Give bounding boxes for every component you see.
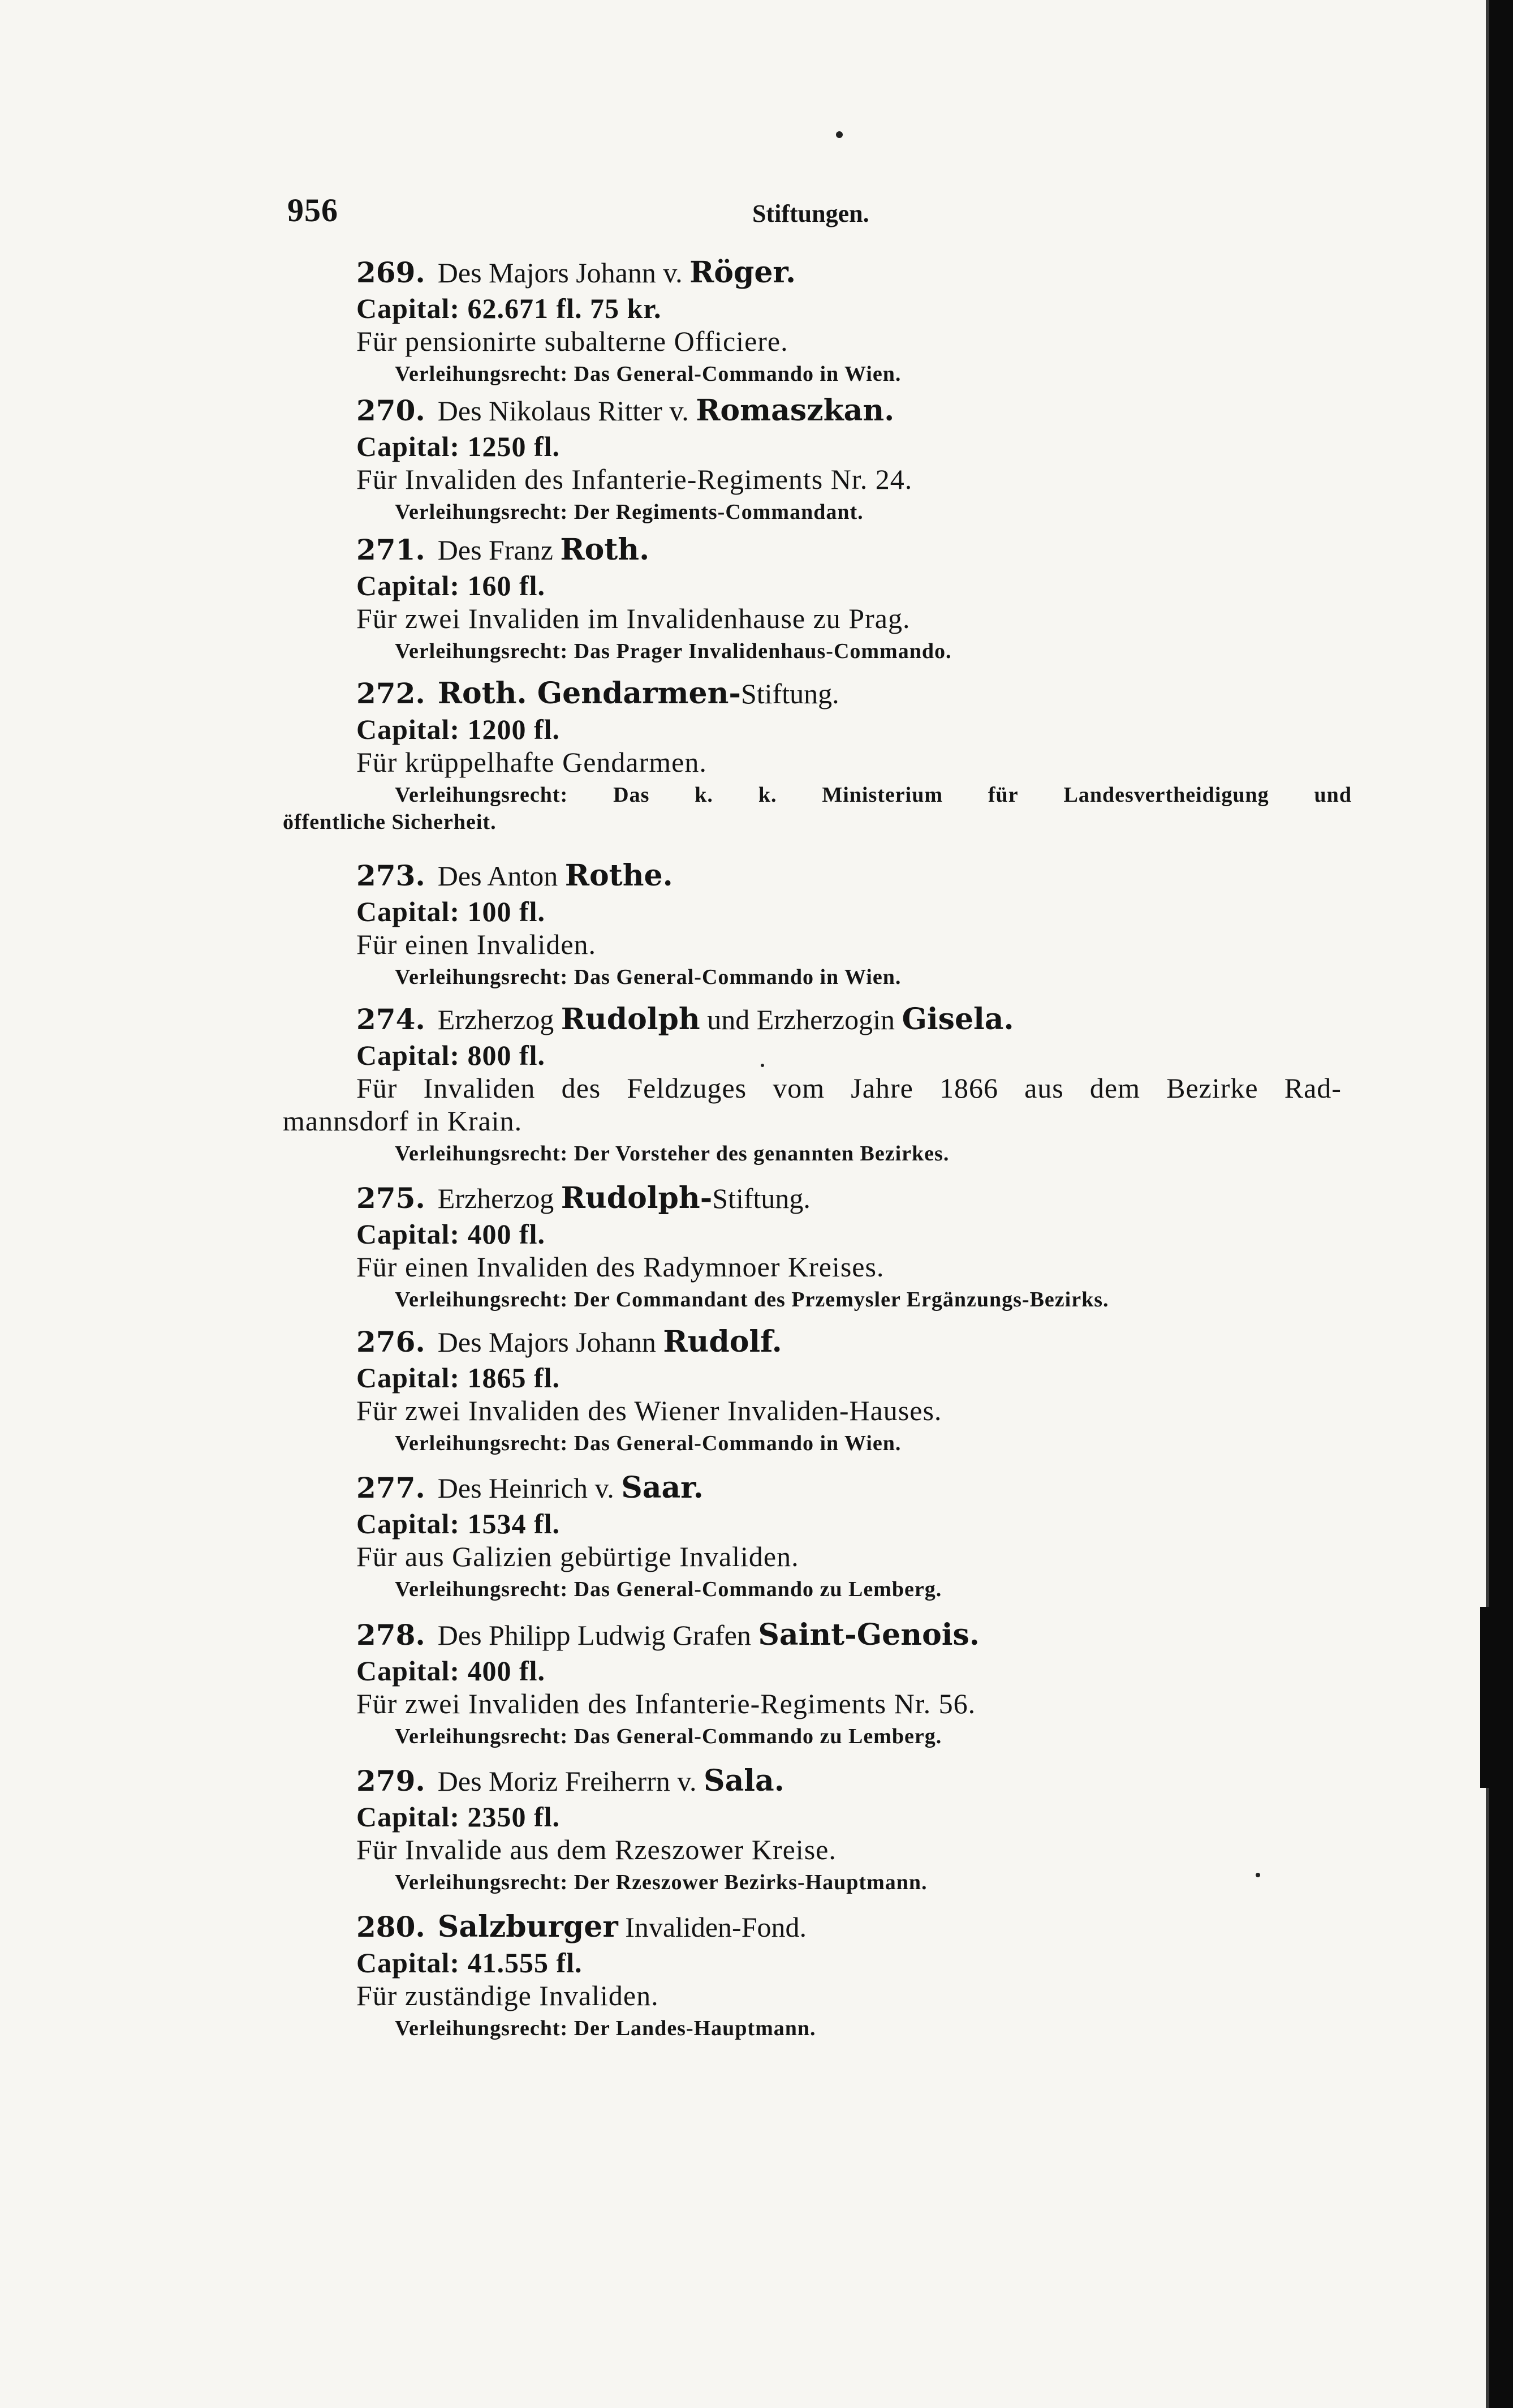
entry-name: Saint-Genois. (758, 1618, 980, 1652)
entry-title-text: Des Heinrich v. (437, 1472, 614, 1504)
entry-title-text: Des Philipp Ludwig Grafen (437, 1619, 751, 1651)
entry-name-second: Gisela. (902, 1002, 1014, 1037)
entry-title (356, 1766, 1352, 1803)
award-right-label: Verleihungsrecht: (395, 1725, 568, 1748)
entry-capital: Capital: 1250 fl. (356, 431, 561, 462)
entry-name: Salzburger (437, 1910, 618, 1944)
entry-capital: Capital: 800 fl. (356, 1039, 546, 1071)
award-right-label: Verleihungsrecht: (395, 1431, 568, 1455)
entry-number: 271. (356, 533, 425, 566)
entry-name: Rudolf. (663, 1325, 782, 1359)
scan-page-edge (1489, 0, 1513, 2408)
foundation-entry-277 (356, 1470, 1352, 1601)
award-right-word: k. (695, 783, 713, 807)
purpose-word: 1866 (939, 1072, 998, 1104)
entry-capital: Capital: 41.555 fl. (356, 1947, 583, 1979)
purpose-word: Bezirke (1166, 1072, 1258, 1104)
entry-title (356, 1327, 1352, 1364)
foundation-entry-274 (283, 1002, 1352, 1166)
award-right-continuation: öffentliche Sicherheit. (283, 810, 497, 834)
entry-title-text: Des Franz (437, 534, 553, 566)
entry-capital: Capital: 1534 fl. (356, 1508, 561, 1540)
award-right-label: Verleihungsrecht: (395, 1288, 568, 1312)
purpose-word: dem (1089, 1072, 1140, 1104)
entry-number: 270. (356, 394, 425, 427)
award-right-word: Ministerium (822, 783, 943, 807)
entry-name: Rothe. (564, 858, 673, 893)
award-right-holder: Das Prager Invalidenhaus-Commando. (574, 639, 952, 663)
award-right-label: Verleihungsrecht: (395, 2016, 568, 2040)
entry-capital: Capital: 1865 fl. (356, 1362, 561, 1394)
entry-capital: Capital: 160 fl. (356, 570, 546, 601)
award-right-label: Verleihungsrecht: (395, 1142, 568, 1166)
entry-award-right (395, 966, 1352, 988)
entry-purpose: Für zuständige Invaliden. (356, 1980, 659, 2011)
entry-title (356, 532, 1352, 571)
award-right-holder: Das General-Commando in Wien. (574, 965, 902, 989)
purpose-word: Jahre (851, 1072, 913, 1104)
award-right-label: Verleihungsrecht: (395, 783, 568, 807)
purpose-word: vom (773, 1072, 825, 1104)
entry-number: 275. (356, 1181, 425, 1215)
foundation-entry-272 (283, 676, 1352, 834)
entry-title (356, 1912, 1352, 1949)
entry-award-right (395, 1143, 1352, 1164)
award-right-holder: Das General-Commando zu Lemberg. (574, 1725, 942, 1748)
foundation-entry-271 (356, 532, 1352, 663)
entry-number: 276. (356, 1325, 425, 1358)
foundation-entry-275 (356, 1181, 1352, 1312)
award-right-label: Verleihungsrecht: (395, 362, 568, 386)
entry-award-right (395, 784, 1352, 806)
entry-number: 277. (356, 1471, 425, 1504)
entry-purpose: Für einen Invaliden. (356, 928, 597, 960)
entry-capital: Capital: 100 fl. (356, 896, 546, 927)
entry-title-suffix: Invaliden-Fond. (625, 1911, 807, 1943)
entry-name: Röger. (689, 255, 796, 290)
entry-title-text: Des Nikolaus Ritter v. (437, 395, 689, 427)
entry-number: 278. (356, 1618, 425, 1652)
award-right-word: Landesvertheidigung (1063, 783, 1269, 807)
award-right-holder: Das General-Commando in Wien. (574, 362, 902, 386)
entry-purpose: Für pensionirte subalterne Officiere. (356, 325, 788, 357)
foundation-entry-273 (356, 858, 1352, 989)
entry-name: Rudolph- (561, 1181, 713, 1215)
entry-purpose: Für Invaliden des Infanterie-Regiments Nr. 24. (356, 463, 913, 495)
award-right-holder: Der Regiments-Commandant. (574, 500, 864, 524)
entry-name: Saar. (621, 1470, 704, 1505)
purpose-word: des (561, 1072, 601, 1104)
award-right-word: und (1314, 783, 1352, 807)
award-right-word: für (988, 783, 1019, 807)
foundation-entry-279 (356, 1766, 1352, 1893)
award-right-label: Verleihungsrecht: (395, 639, 568, 663)
entry-purpose: Für zwei Invaliden des Infanterie-Regiments Nr. 56. (356, 1688, 976, 1719)
entry-title-text: Des Majors Johann (437, 1326, 656, 1358)
award-right-holder: Der Landes-Hauptmann. (574, 2016, 816, 2040)
award-right-word: Das (613, 783, 650, 807)
entry-capital: Capital: 62.671 fl. 75 kr. (356, 293, 662, 324)
running-head: Stiftungen. (752, 200, 869, 227)
award-right-label: Verleihungsrecht: (395, 1870, 568, 1894)
entry-title-suffix: Stiftung. (712, 1182, 811, 1214)
award-right-holder: Das General-Commando in Wien. (574, 1431, 902, 1455)
entry-capital: Capital: 400 fl. (356, 1655, 546, 1687)
entry-purpose: Für krüppelhafte Gendarmen. (356, 746, 707, 778)
entry-title (356, 393, 1352, 432)
award-right-label: Verleihungsrecht: (395, 500, 568, 524)
entry-title (356, 676, 1352, 715)
scan-edge-mark (1480, 1607, 1493, 1788)
entry-award-right (395, 1289, 1352, 1310)
entry-award-right (395, 1579, 1352, 1600)
entry-title-middle: und Erzherzogin (707, 1004, 895, 1035)
award-right-label: Verleihungsrecht: (395, 965, 568, 989)
entry-award-right (395, 1872, 1352, 1893)
purpose-word: Feldzuges (627, 1072, 747, 1104)
entry-title (356, 1470, 1352, 1510)
entry-title-text: Des Moriz Freiherrn v. (437, 1765, 697, 1797)
entry-title-suffix: Stiftung. (740, 678, 839, 710)
foundation-entry-270 (356, 393, 1352, 524)
entry-capital: Capital: 400 fl. (356, 1218, 546, 1250)
entry-award-right (395, 1726, 1352, 1747)
entry-number: 280. (356, 1910, 425, 1943)
purpose-word: Für (356, 1072, 398, 1104)
entry-capital: Capital: 1200 fl. (356, 713, 561, 745)
purpose-word: aus (1024, 1072, 1064, 1104)
entry-number: 272. (356, 677, 425, 710)
entry-name: Romaszkan. (696, 393, 895, 428)
page-number: 956 (287, 192, 338, 229)
entry-title (356, 1002, 1352, 1041)
entry-title-text: Erzherzog (437, 1182, 554, 1214)
entry-purpose: Für einen Invaliden des Radymnoer Kreises. (356, 1251, 885, 1283)
foundation-entry-276 (356, 1327, 1352, 1454)
entry-title (356, 1181, 1352, 1220)
entry-award-right (395, 501, 1352, 523)
entry-award-right (395, 2018, 1352, 2039)
entry-title (356, 255, 1352, 294)
entry-number: 273. (356, 859, 425, 892)
foundation-entry-280 (356, 1912, 1352, 2039)
entry-number: 274. (356, 1003, 425, 1036)
entry-name: Roth. (560, 532, 650, 567)
entry-capital: Capital: 2350 fl. (356, 1801, 561, 1833)
entry-title-text: Erzherzog (437, 1004, 554, 1035)
award-right-holder: Der Vorsteher des genannten Bezirkes. (574, 1142, 950, 1166)
award-right-holder: Das General-Commando zu Lemberg. (574, 1577, 942, 1601)
award-right-holder: Der Commandant des Przemysler Ergänzungs-Bezirks. (574, 1288, 1109, 1312)
award-right-label: Verleihungsrecht: (395, 1577, 568, 1601)
award-right-word: k. (758, 783, 777, 807)
entry-name: Roth. Gendarmen- (437, 676, 741, 711)
award-right-holder: Der Rzeszower Bezirks-Hauptmann. (574, 1870, 928, 1894)
entry-award-right (395, 640, 1352, 662)
entry-purpose: Für Invalide aus dem Rzeszower Kreise. (356, 1834, 837, 1865)
entry-name: Sala. (704, 1764, 784, 1798)
entry-number: 279. (356, 1764, 425, 1798)
entry-purpose: Für zwei Invaliden im Invalidenhause zu Prag. (356, 603, 911, 634)
entry-title (356, 858, 1352, 897)
entry-title-text: Des Majors Johann v. (437, 257, 683, 289)
purpose-word: Rad- (1284, 1072, 1342, 1104)
foundation-entry-278 (356, 1620, 1352, 1747)
entry-purpose (356, 1074, 1342, 1107)
entry-title-text: Des Anton (437, 860, 558, 892)
purpose-continuation: mannsdorf in Krain. (283, 1105, 523, 1137)
foundation-entry-269 (356, 255, 1352, 386)
ink-speck (836, 131, 843, 138)
entry-number: 269. (356, 256, 425, 289)
entry-title (356, 1620, 1352, 1657)
entry-purpose: Für zwei Invaliden des Wiener Invaliden-Hauses. (356, 1395, 942, 1426)
entry-name: Rudolph (561, 1002, 700, 1037)
entry-award-right (395, 1433, 1352, 1454)
entry-award-right (395, 363, 1352, 385)
purpose-word: Invaliden (423, 1072, 536, 1104)
entry-purpose: Für aus Galizien gebürtige Invaliden. (356, 1541, 799, 1572)
